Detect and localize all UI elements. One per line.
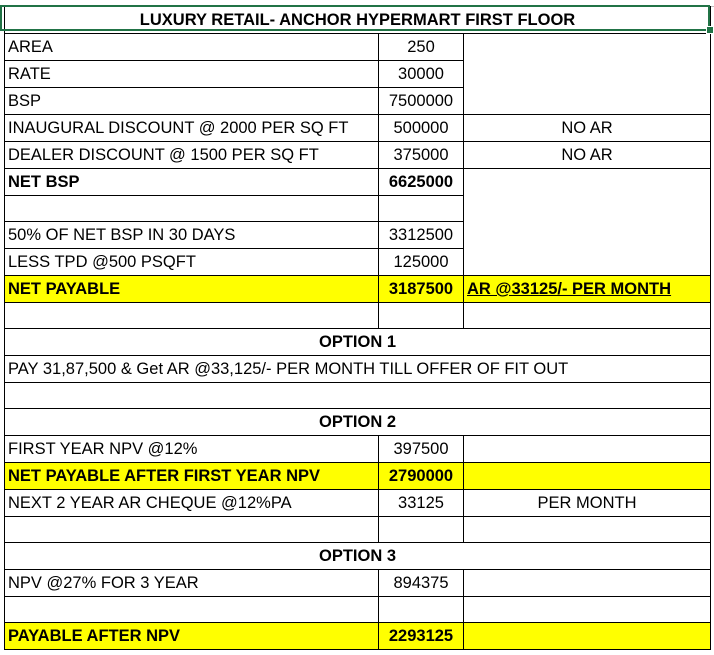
cost-sheet-table <box>4 6 711 650</box>
row-option1-heading <box>5 329 711 356</box>
rate-value[interactable]: 30000 <box>379 61 464 88</box>
row-blank-3 <box>5 383 711 409</box>
row-less-tpd <box>5 249 711 276</box>
less-tpd-label[interactable]: LESS TPD @500 PSQFT <box>5 249 379 276</box>
rate-label[interactable]: RATE <box>5 61 379 88</box>
blank-cell[interactable] <box>464 196 711 222</box>
row-first-year <box>5 436 711 463</box>
net-payable-note[interactable]: AR @33125/- PER MONTH <box>464 276 711 303</box>
row-net-bsp <box>5 169 711 196</box>
row-net-payable <box>5 276 711 303</box>
area-label[interactable]: AREA <box>5 34 379 61</box>
option2-heading[interactable]: OPTION 2 <box>5 409 711 436</box>
net-after-label[interactable]: NET PAYABLE AFTER FIRST YEAR NPV <box>5 463 379 490</box>
bsp-value[interactable]: 7500000 <box>379 88 464 115</box>
row-rate <box>5 61 711 88</box>
npv-value[interactable]: 894375 <box>379 570 464 597</box>
row-option1-text <box>5 356 711 383</box>
blank-cell[interactable] <box>464 517 711 543</box>
row-npv <box>5 570 711 597</box>
blank-cell[interactable] <box>5 597 379 623</box>
row-half-bsp <box>5 222 711 249</box>
less-tpd-value[interactable]: 125000 <box>379 249 464 276</box>
net-bsp-value[interactable]: 6625000 <box>379 169 464 196</box>
area-value[interactable]: 250 <box>379 34 464 61</box>
row-next-two-year <box>5 490 711 517</box>
cell-selection-outline <box>0 5 710 31</box>
row-dealer <box>5 142 711 169</box>
row-blank-2 <box>5 303 711 329</box>
next-two-value[interactable]: 33125 <box>379 490 464 517</box>
rate-note[interactable] <box>464 61 711 88</box>
blank-cell[interactable] <box>5 196 379 222</box>
blank-cell[interactable] <box>379 597 464 623</box>
row-area <box>5 34 711 61</box>
bsp-label[interactable]: BSP <box>5 88 379 115</box>
net-payable-value[interactable]: 3187500 <box>379 276 464 303</box>
row-blank-1 <box>5 196 711 222</box>
row-blank-5 <box>5 597 711 623</box>
net-payable-label[interactable]: NET PAYABLE <box>5 276 379 303</box>
row-net-after-first-year <box>5 463 711 490</box>
blank-cell[interactable] <box>5 383 711 409</box>
half-bsp-label[interactable]: 50% OF NET BSP IN 30 DAYS <box>5 222 379 249</box>
fill-handle[interactable] <box>706 26 714 34</box>
next-two-note[interactable]: PER MONTH <box>464 490 711 517</box>
row-option3-heading <box>5 543 711 570</box>
first-year-label[interactable]: FIRST YEAR NPV @12% <box>5 436 379 463</box>
title-cell[interactable]: LUXURY RETAIL- ANCHOR HYPERMART FIRST FLOOR <box>5 7 711 34</box>
npv-note[interactable] <box>464 570 711 597</box>
blank-cell[interactable] <box>5 517 379 543</box>
half-bsp-note[interactable] <box>464 222 711 249</box>
blank-cell[interactable] <box>379 303 464 329</box>
first-year-value[interactable]: 397500 <box>379 436 464 463</box>
blank-cell[interactable] <box>379 517 464 543</box>
blank-cell[interactable] <box>464 303 711 329</box>
payable-after-npv-note[interactable] <box>464 623 711 650</box>
net-after-value[interactable]: 2790000 <box>379 463 464 490</box>
first-year-note[interactable] <box>464 436 711 463</box>
dealer-label[interactable]: DEALER DISCOUNT @ 1500 PER SQ FT <box>5 142 379 169</box>
dealer-note[interactable]: NO AR <box>464 142 711 169</box>
next-two-label[interactable]: NEXT 2 YEAR AR CHEQUE @12%PA <box>5 490 379 517</box>
option3-heading[interactable]: OPTION 3 <box>5 543 711 570</box>
option1-heading[interactable]: OPTION 1 <box>5 329 711 356</box>
area-note[interactable] <box>464 34 711 61</box>
half-bsp-value[interactable]: 3312500 <box>379 222 464 249</box>
payable-after-npv-label[interactable]: PAYABLE AFTER NPV <box>5 623 379 650</box>
npv-label[interactable]: NPV @27% FOR 3 YEAR <box>5 570 379 597</box>
row-option2-heading <box>5 409 711 436</box>
inaugural-note[interactable]: NO AR <box>464 115 711 142</box>
bsp-note[interactable] <box>464 88 711 115</box>
net-bsp-note[interactable] <box>464 169 711 196</box>
blank-cell[interactable] <box>5 303 379 329</box>
net-bsp-label[interactable]: NET BSP <box>5 169 379 196</box>
net-after-note[interactable] <box>464 463 711 490</box>
row-blank-4 <box>5 517 711 543</box>
dealer-value[interactable]: 375000 <box>379 142 464 169</box>
less-tpd-note[interactable] <box>464 249 711 276</box>
blank-cell[interactable] <box>464 597 711 623</box>
inaugural-label[interactable]: INAUGURAL DISCOUNT @ 2000 PER SQ FT <box>5 115 379 142</box>
blank-cell[interactable] <box>379 196 464 222</box>
row-payable-after-npv <box>5 623 711 650</box>
inaugural-value[interactable]: 500000 <box>379 115 464 142</box>
option1-text[interactable]: PAY 31,87,500 & Get AR @33,125/- PER MONTH TILL OFFER OF FIT OUT <box>5 356 711 383</box>
row-bsp <box>5 88 711 115</box>
row-inaugural <box>5 115 711 142</box>
payable-after-npv-value[interactable]: 2293125 <box>379 623 464 650</box>
